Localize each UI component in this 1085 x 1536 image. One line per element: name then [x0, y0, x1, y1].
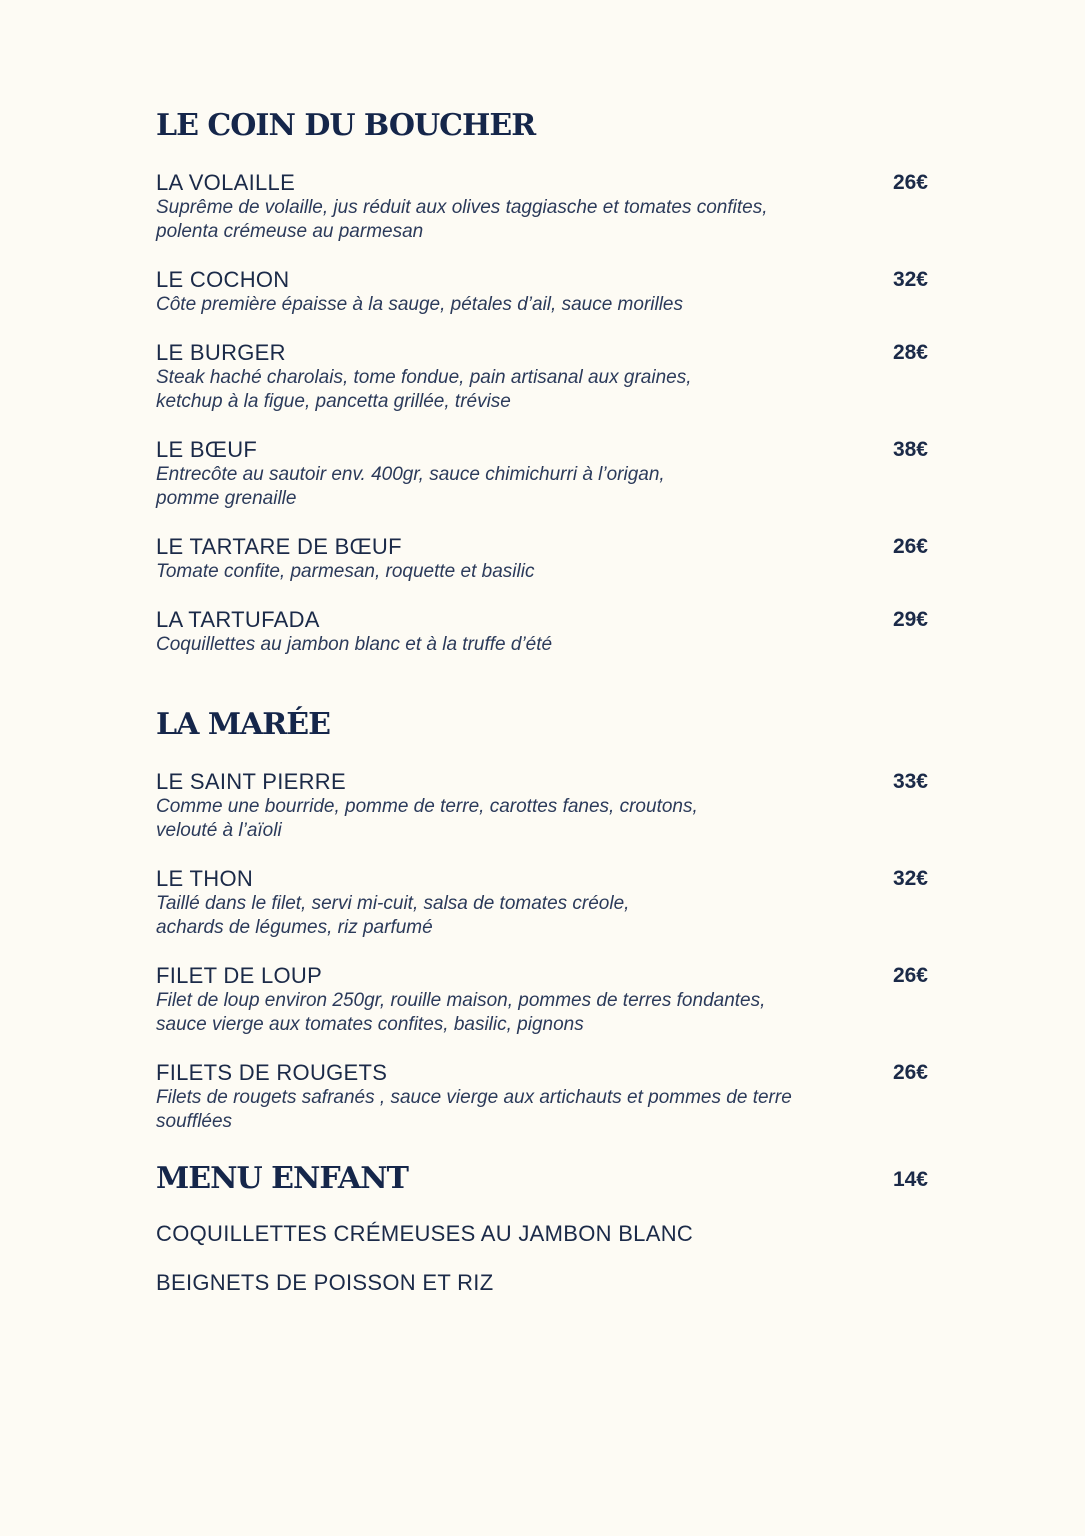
- item-description: Filets de rougets safranés , sauce vierge aux artichauts et pommes de terre soufflées: [156, 1087, 792, 1132]
- section-title-kids: MENU ENFANT: [156, 1161, 408, 1196]
- item-description: Côte première épaisse à la sauge, pétales d’ail, sauce morilles: [156, 294, 683, 315]
- section-title-butcher: LE COIN DU BOUCHER: [156, 108, 536, 143]
- item-name: LE BURGER: [156, 340, 286, 365]
- item-price: 38€: [892, 438, 928, 461]
- item-description: Comme une bourride, pomme de terre, carottes fanes, croutons, velouté à l’aïoli: [156, 796, 698, 841]
- menu-item: [156, 267, 928, 317]
- item-price: 26€: [892, 964, 928, 987]
- item-description: Coquillettes au jambon blanc et à la truffe d’été: [156, 634, 553, 655]
- item-name: LE SAINT PIERRE: [156, 769, 346, 794]
- item-description: Filet de loup environ 250gr, rouille maison, pommes de terres fondantes, sauce vierge aux tomates confites, basilic, pignons: [156, 990, 766, 1035]
- menu-item: [156, 437, 928, 511]
- item-price: 29€: [892, 608, 928, 631]
- kids-menu-price: 14€: [892, 1168, 928, 1191]
- item-price: 33€: [892, 770, 928, 793]
- item-description: Taillé dans le filet, servi mi-cuit, salsa de tomates créole, achards de légumes, riz parfumé: [156, 893, 630, 938]
- item-price: 28€: [892, 341, 928, 364]
- item-price: 26€: [892, 535, 928, 558]
- item-name: LA TARTUFADA: [156, 607, 320, 632]
- item-name: FILET DE LOUP: [156, 963, 323, 988]
- menu-item: [156, 769, 928, 843]
- item-name: LE TARTARE DE BŒUF: [156, 534, 402, 559]
- item-description: Tomate confite, parmesan, roquette et basilic: [156, 561, 535, 582]
- item-name: LA VOLAILLE: [156, 170, 296, 195]
- kids-menu-item: COQUILLETTES CRÉMEUSES AU JAMBON BLANC: [156, 1221, 694, 1246]
- item-description: Entrecôte au sautoir env. 400gr, sauce chimichurri à l’origan, pomme grenaille: [156, 464, 665, 509]
- item-description: Suprême de volaille, jus réduit aux olives taggiasche et tomates confites, polenta crémeuse au parmesan: [156, 197, 768, 242]
- item-name: LE COCHON: [156, 267, 290, 292]
- item-price: 26€: [892, 171, 928, 194]
- section-title-seafood: LA MARÉE: [156, 707, 330, 742]
- item-name: FILETS DE ROUGETS: [156, 1060, 388, 1085]
- menu-item: [156, 607, 928, 657]
- menu-item: [156, 340, 928, 414]
- kids-menu-item: BEIGNETS DE POISSON ET RIZ: [156, 1270, 494, 1295]
- menu-item: [156, 534, 928, 584]
- menu-item: [156, 963, 928, 1037]
- menu-item: [156, 170, 928, 244]
- item-price: 32€: [892, 867, 928, 890]
- item-name: LE THON: [156, 866, 254, 891]
- item-description: Steak haché charolais, tome fondue, pain artisanal aux graines, ketchup à la figue, pancetta grillée, trévise: [156, 367, 692, 412]
- item-name: LE BŒUF: [156, 437, 258, 462]
- menu-item: [156, 1060, 928, 1134]
- item-price: 32€: [892, 268, 928, 291]
- menu-item: [156, 866, 928, 940]
- item-price: 26€: [892, 1061, 928, 1084]
